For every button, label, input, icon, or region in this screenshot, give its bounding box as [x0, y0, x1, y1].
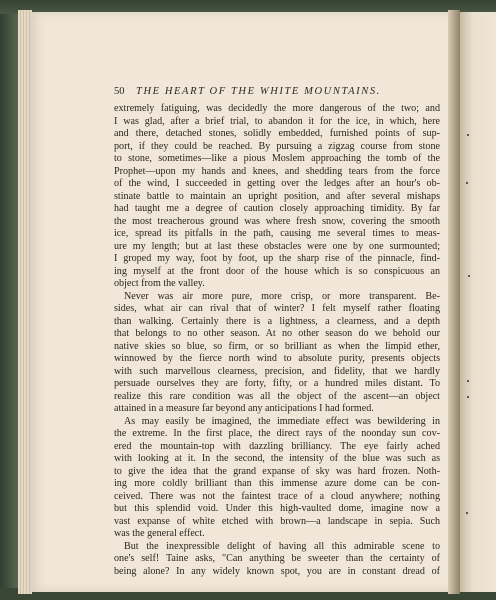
text-line: attained in a measure far beyond any anticipations I had formed. — [114, 403, 374, 414]
text-line: to stone, sometimes—like a pious Moslem approaching the tomb of the — [114, 153, 440, 164]
text-line: object from the valley. — [114, 278, 205, 289]
text-line: vast expanse of white etched with brown—a landscape in sepia. Such — [114, 515, 440, 527]
text-line: Prophet—upon my hands and knees, and shedding tears from the force — [114, 165, 440, 177]
text-line: port, if they could be reached. By pursuing a zigzag course from stone — [114, 140, 440, 152]
text-line: the extreme. In the first place, the direct rays of the noonday sun cov- — [114, 428, 440, 439]
text-line: As may easily be imagined, the immediate effect was bewildering in — [124, 415, 440, 427]
ink-speck — [467, 396, 469, 398]
ink-speck — [467, 134, 469, 136]
text-line: was the general effect. — [114, 528, 205, 539]
text-line: ure my length; but at last these obstacles were one by one surmounted; — [114, 240, 440, 252]
text-line: and there, detached stones, solidly embedded, furnished points of sup- — [114, 128, 440, 139]
text-line: winnowed by the fierce north wind to absolute purity, presents objects — [114, 353, 440, 364]
text-line: extremely fatiguing, was decidedly the more dangerous of the two; and — [114, 103, 440, 114]
ink-speck — [466, 512, 468, 514]
text-line: I was glad, after a brief trial, to abandon it for the ice, in which, here — [114, 115, 440, 127]
text-line: native skies so blue, so firm, or so brilliant as when the limpid ether, — [114, 340, 440, 352]
text-line: one's self! Taine asks, "Can anything be sweeter than the certainty of — [114, 553, 440, 564]
text-line: persuade ourselves they are forty, fifty, or a hundred miles distant. To — [114, 378, 440, 389]
text-line: to give the idea that the grand expanse of sky was hard frozen. Noth- — [114, 465, 440, 477]
text-line: But the inexpressible delight of having all this admirable scene to — [124, 540, 440, 552]
text-line: ceived. There was not the faintest trace of a cloud anywhere; nothing — [114, 490, 440, 502]
text-line: Never was air more pure, more crisp, or more transparent. Be- — [124, 290, 440, 302]
text-line: the most treacherous ground was where fresh snow, covering the smooth — [114, 215, 440, 227]
text-line: but this splendid void. Under this high-vaulted dome, imagine now a — [114, 503, 440, 514]
page-number: 50 — [114, 86, 125, 97]
text-line: ing more coldly brilliant than this immense azure dome can be con- — [114, 478, 440, 489]
text-line: I groped my way, foot by foot, up the sharp rise of the pinnacle, find- — [114, 253, 440, 264]
text-line: that belongs to no other season. At no other season do we behold our — [114, 328, 440, 339]
text-line: ered the mountain-top with dazzling brilliancy. The eye fairly ached — [114, 440, 440, 452]
text-line: stinate battle to maintain an upright position, and after several mishaps — [114, 190, 440, 202]
ink-speck — [466, 182, 468, 184]
book-gutter — [448, 10, 460, 594]
text-line: ice, spread its pitfalls in the path, causing me several times to meas- — [114, 228, 440, 239]
text-line: sides, what air can rival that of winter? I felt myself rather floating — [114, 303, 440, 314]
text-line: than walking. Certainly there is a lightness, a clearness, and a depth — [114, 315, 440, 327]
text-line: with looking at it. In the second, the intensity of the blue was such as — [114, 453, 440, 464]
text-line: being alone? In any widely known spot, you are in constant dread of — [114, 565, 440, 577]
ink-speck — [467, 380, 469, 382]
text-line: had taught me a degree of caution closely approaching timidity. By far — [114, 203, 440, 214]
text-line: with such marvellous clearness, precision, and fidelity, that we hardly — [114, 365, 440, 377]
page-header — [114, 86, 440, 100]
body-text — [114, 103, 440, 578]
ink-speck — [468, 275, 470, 277]
text-line: of the wind, I succeeded in getting over the ledges after an hour's ob- — [114, 178, 440, 189]
facing-page-edge — [460, 12, 496, 592]
text-line: realize this rare condition was all the object of the ascent—an object — [114, 390, 440, 402]
text-line: ing myself at the front door of the house which is so conspicuous an — [114, 265, 440, 277]
running-title: THE HEART OF THE WHITE MOUNTAINS. — [136, 86, 381, 97]
